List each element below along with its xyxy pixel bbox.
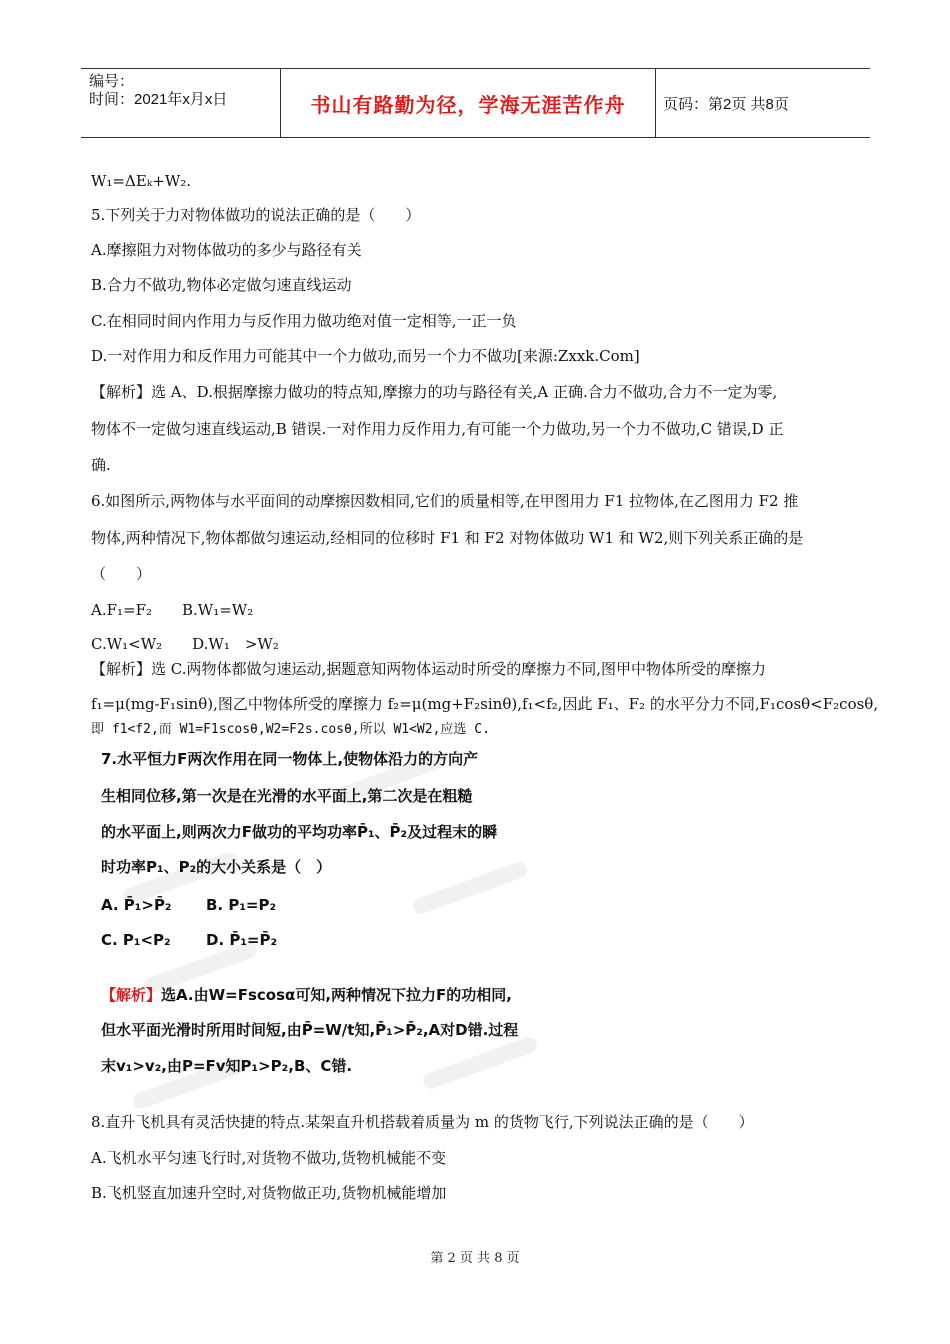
q6-analysis: 【解析】选 C.两物体都做匀速运动,据题意知两物体运动时所受的摩擦力不同,图甲中物体所受的摩擦力 [91, 660, 767, 678]
q6-options-ab: A.F₁=F₂ B.W₁=W₂ [91, 601, 254, 619]
q6-stem: 物体,两种情况下,物体都做匀速运动,经相同的位移时 F1 和 F2 对物体做功 W1 和 W2,则下列关系正确的是 [91, 529, 804, 547]
q5-analysis: 确. [91, 456, 111, 474]
q8-option-a: A.飞机水平匀速飞行时,对货物不做功,货物机械能不变 [91, 1149, 447, 1167]
q6-analysis: f₁=μ(mg-F₁sinθ),图乙中物体所受的摩擦力 f₂=μ(mg+F₂sinθ),f₁<f₂,因此 F₁、F₂ 的水平分力不同,F₁cosθ<F₂cosθ, [91, 695, 879, 713]
watermark [411, 860, 529, 916]
q5-stem: 5.下列关于力对物体做功的说法正确的是（ ） [91, 206, 421, 224]
page-footer: 第 2 页 共 8 页 [430, 1251, 520, 1266]
q7-stem: 的水平面上,则两次力F做功的平均功率P̄₁、P̄₂及过程末的瞬 [101, 823, 498, 841]
q7-stem: 时功率P₁、P₂的大小关系是（ ） [101, 858, 332, 876]
header-meta-cell [81, 69, 281, 137]
q8-stem: 8.直升飞机具有灵活快捷的特点.某架直升机搭载着质量为 m 的货物飞行,下列说法正确的是（ ） [91, 1113, 754, 1131]
serial-label: 编号： [89, 73, 135, 90]
q6-options-cd: C.W₁<W₂ D.W₁ >W₂ [91, 635, 279, 653]
q7-analysis: 但水平面光滑时所用时间短,由P̄=W/t知,P̄₁>P̄₂,A对D错.过程 [101, 1021, 519, 1039]
q7-analysis: 末v₁>v₂,由P=Fv知P₁>P₂,B、C错. [101, 1057, 353, 1075]
q7-analysis [101, 985, 512, 1005]
q7-option-c: C. P₁<P₂ [101, 931, 171, 949]
q8-option-b: B.飞机竖直加速升空时,对货物做正功,货物机械能增加 [91, 1184, 447, 1202]
q5-option-a: A.摩擦阻力对物体做功的多少与路径有关 [91, 241, 362, 259]
q7-option-d: D. P̄₁=P̄₂ [206, 931, 278, 949]
page-info: 页码：第2页 共8页 [663, 95, 789, 113]
date-label: 时间：2021年x月x日 [89, 91, 228, 108]
analysis-tag: 【解析】 [101, 986, 162, 1004]
q5-option-d: D.一对作用力和反作用力可能其中一个力做功,而另一个力不做功[来源:Zxxk.Com] [91, 347, 640, 365]
q7-stem: 7.水平恒力F两次作用在同一物体上,使物体沿力的方向产 [101, 750, 479, 768]
motto: 书山有路勤为径，学海无涯苦作舟 [281, 69, 656, 137]
q5-option-c: C.在相同时间内作用力与反作用力做功绝对值一定相等,一正一负 [91, 312, 517, 330]
page-header [81, 68, 870, 138]
watermark [421, 1035, 539, 1091]
analysis-text: 选A.由W=Fscosα可知,两种情况下拉力F的功相同, [161, 986, 512, 1004]
q5-analysis: 【解析】选 A、D.根据摩擦力做功的特点知,摩擦力的功与路径有关,A 正确.合力不做功,合力不一定为零, [91, 383, 778, 401]
q6-analysis: 即 f1<f2,而 W1=F1scosθ,W2=F2s.cosθ,所以 W1<W2,应选 C. [91, 722, 490, 737]
q5-option-b: B.合力不做功,物体必定做匀速直线运动 [91, 276, 352, 294]
q5-analysis: 物体不一定做匀速直线运动,B 错误.一对作用力反作用力,有可能一个力做功,另一个力不做功,C 错误,D 正 [91, 420, 784, 438]
q7-option-a: A. P̄₁>P̄₂ [101, 896, 172, 914]
q6-stem: 6.如图所示,两物体与水平面间的动摩擦因数相同,它们的质量相等,在甲图用力 F1 拉物体,在乙图用力 F2 推 [91, 492, 799, 510]
q7-stem: 生相同位移,第一次是在光滑的水平面上,第二次是在粗糙 [101, 787, 473, 805]
q6-stem: （ ） [91, 565, 152, 583]
formula-line: W₁=ΔEₖ+W₂. [91, 172, 192, 190]
q7-option-b: B. P₁=P₂ [206, 896, 277, 914]
